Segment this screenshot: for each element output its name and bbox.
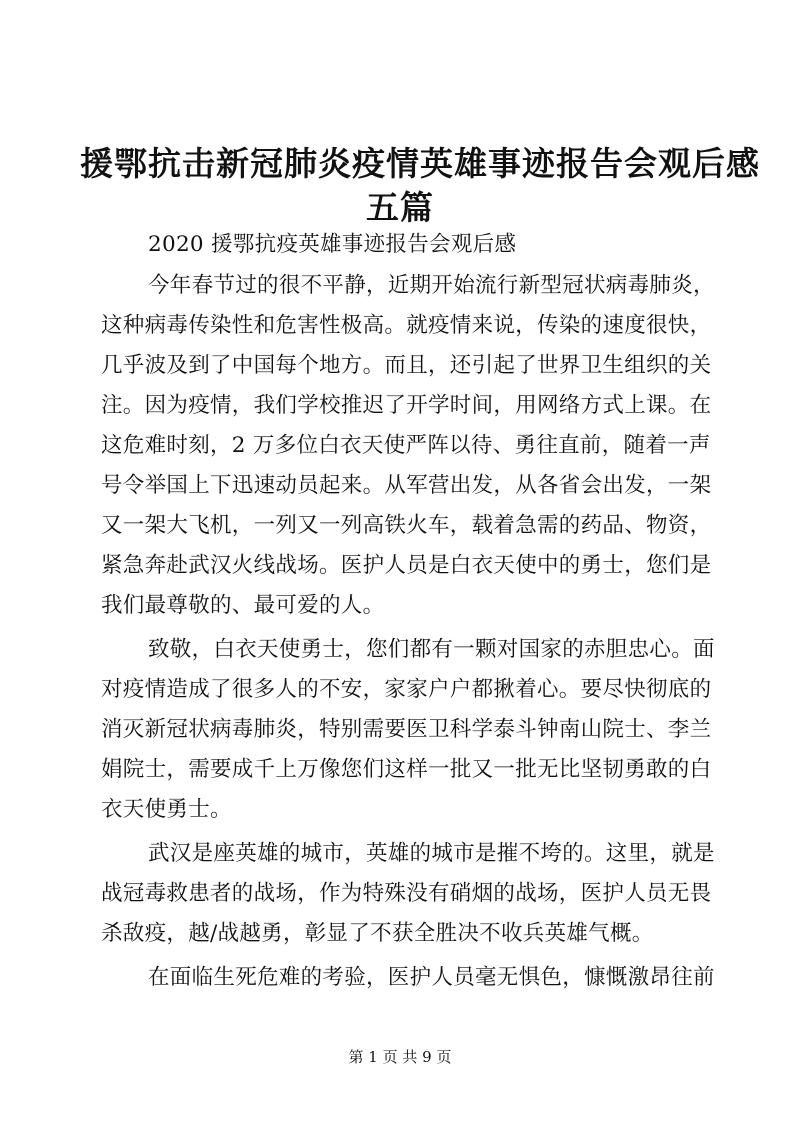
paragraph-line: 在面临生死危难的考验，医护人员毫无惧色，慷慨激昂往前 [148, 965, 715, 990]
document-title-line-2: 五篇 [366, 188, 434, 227]
document-subtitle: 2020 援鄂抗疫英雄事迹报告会观后感 [148, 232, 517, 257]
paragraph-line: 紧急奔赴武汉火线战场。医护人员是白衣天使中的勇士，您们是 [101, 553, 712, 578]
paragraph-line: 号令举国上下迅速动员起来。从军营出发，从各省会出发，一架 [101, 473, 712, 498]
document-title-line-1: 援鄂抗击新冠肺炎疫情英雄事迹报告会观后感 [80, 144, 760, 183]
paragraph-line: 战冠毒救患者的战场，作为特殊没有硝烟的战场，医护人员无畏 [101, 881, 712, 906]
paragraph-line: 对疫情造成了很多人的不安，家家户户都揪着心。要尽快彻底的 [101, 677, 712, 702]
paragraph-line: 武汉是座英雄的城市，英雄的城市是摧不垮的。这里，就是 [148, 841, 715, 866]
paragraph-line: 今年春节过的很不平静，近期开始流行新型冠状病毒肺炎， [148, 273, 715, 298]
paragraph-line: 又一架大飞机，一列又一列高铁火车，载着急需的药品、物资， [101, 513, 712, 538]
paragraph-line: 杀敌疫，越/战越勇，彰显了不获全胜决不收兵英雄气概。 [101, 921, 654, 946]
paragraph-line: 几乎波及到了中国每个地方。而且，还引起了世界卫生组织的关 [101, 353, 712, 378]
paragraph-line: 注。因为疫情，我们学校推迟了开学时间，用网络方式上课。在 [101, 393, 712, 418]
paragraph-line: 致敬，白衣天使勇士，您们都有一颗对国家的赤胆忠心。面 [148, 637, 715, 662]
page-number-footer: 第 1 页 共 9 页 [348, 1048, 452, 1066]
paragraph-line: 消灭新冠状病毒肺炎，特别需要医卫科学泰斗钟南山院士、李兰 [101, 717, 712, 742]
paragraph-line: 衣天使勇士。 [101, 797, 232, 822]
paragraph-line: 娟院士，需要成千上万像您们这样一批又一批无比坚韧勇敢的白 [101, 757, 712, 782]
paragraph-line: 这危难时刻，2 万多位白衣天使严阵以待、勇往直前，随着一声 [101, 433, 711, 458]
paragraph-line: 我们最尊敬的、最可爱的人。 [101, 593, 385, 618]
paragraph-line: 这种病毒传染性和危害性极高。就疫情来说，传染的速度很快， [101, 313, 712, 338]
